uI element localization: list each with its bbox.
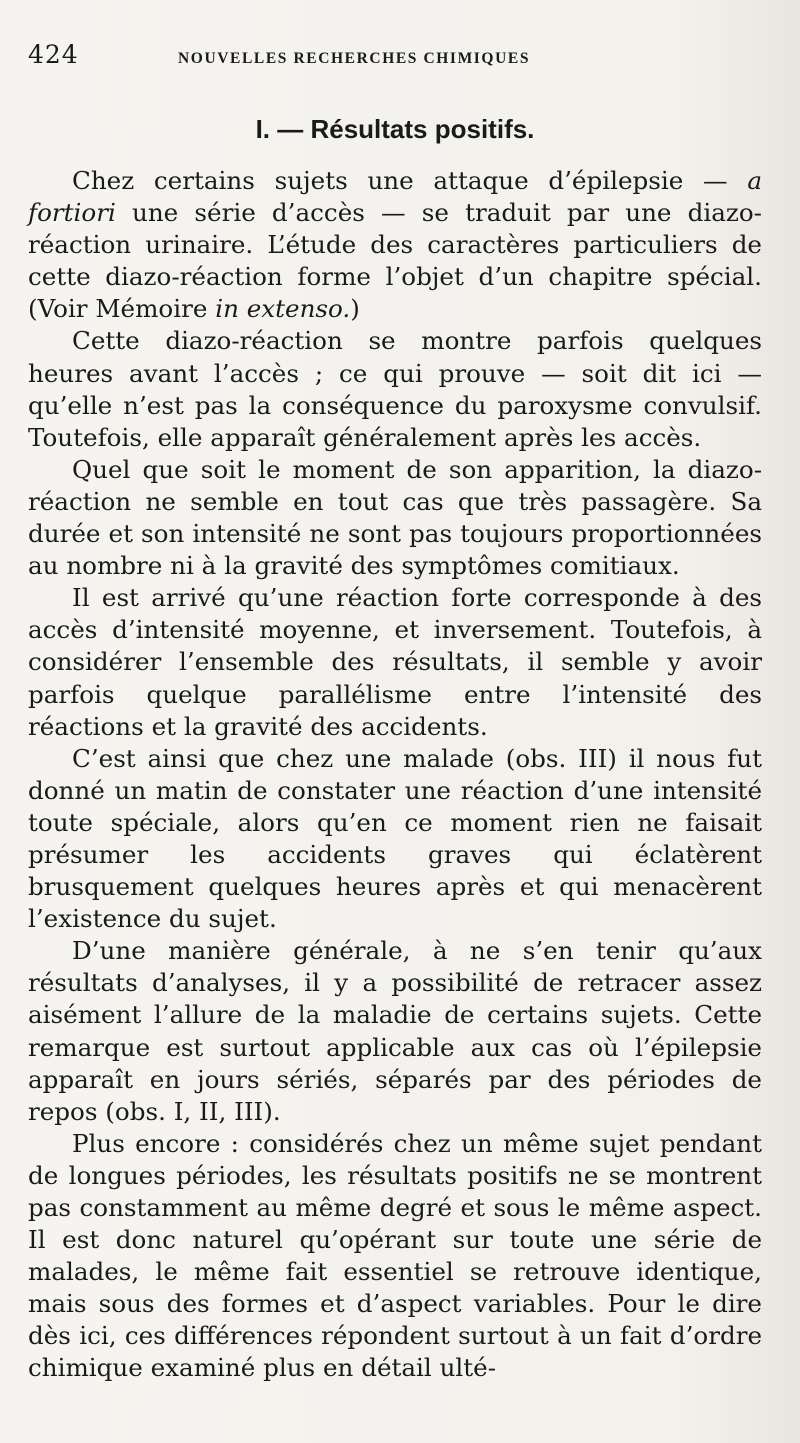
page-number: 424 <box>28 40 79 69</box>
paragraph-7: Plus encore : considérés chez un même sujet pendant de longues périodes, les résultats positifs ne se montrent pas constamment au même degré et sous le même aspect. Il est donc naturel qu’opérant sur toute une série de malades, le même fait essentiel se retrouve identique, mais sous des formes et d’aspect variables. Pour le dire dès ici, ces différences répondent surtout à un fait d’ordre chimique examiné plus en détail ulté- <box>28 1128 762 1383</box>
paragraph-1-part-1: Chez certains sujets une attaque d’épilepsie — <box>72 166 748 195</box>
paragraph-2: Cette diazo-réaction se montre parfois quelques heures avant l’accès ; ce qui prouve — soit dit ici — qu’elle n’est pas la conséquence du paroxysme convulsif. Toutefois, elle apparaît généralement après les accès. <box>28 326 762 452</box>
running-head: NOUVELLES RECHERCHES CHIMIQUES <box>178 50 531 67</box>
body-text <box>28 165 762 1385</box>
paragraph-1-italic-1: a fortiori <box>28 166 762 228</box>
paragraph-6: D’une manière générale, à ne s’en tenir qu’aux résultats d’analyses, il y a possibilité de retracer assez aisément l’allure de la maladie de certains sujets. Cette remarque est surtout applicable aux cas où l’épilepsie apparaît en jours sériés, séparés par des périodes de repos (obs. I, II, III). <box>28 936 762 1126</box>
section-title: I. — Résultats positifs. <box>255 114 535 144</box>
page-header <box>28 40 762 80</box>
paragraph-4: Il est arrivé qu’une réaction forte corresponde à des accès d’intensité moyenne, et inversement. Toutefois, à considérer l’ensemble des résultats, il semble y avoir parfois quelque parallélisme entre l’intensité des réactions et la gravité des accidents. <box>28 583 762 741</box>
paragraph-5: C’est ainsi que chez une malade (obs. III) il nous fut donné un matin de constater une réaction d’une intensité toute spéciale, alors qu’en ce moment rien ne faisait présumer les accidents graves qui éclatèrent brusquement quelques heures après et qui menacèrent l’existence du sujet. <box>28 743 762 934</box>
paragraph-1-part-2: une série d’accès — se traduit par une diazo-réaction urinaire. L’étude des caractères particuliers de cette diazo-réaction forme l’objet d’un chapitre spécial. (Voir Mémoire <box>28 198 762 324</box>
paragraph-1-part-3: ) <box>350 294 360 324</box>
paragraph-3: Quel que soit le moment de son apparition, la diazo-réaction ne semble en tout cas que très passagère. Sa durée et son intensité ne sont pas toujours proportionnées au nombre ni à la gravité des symptômes comitiaux. <box>28 454 762 581</box>
paragraph-1-italic-2: in extenso. <box>215 294 351 324</box>
paragraph-1 <box>28 165 762 325</box>
